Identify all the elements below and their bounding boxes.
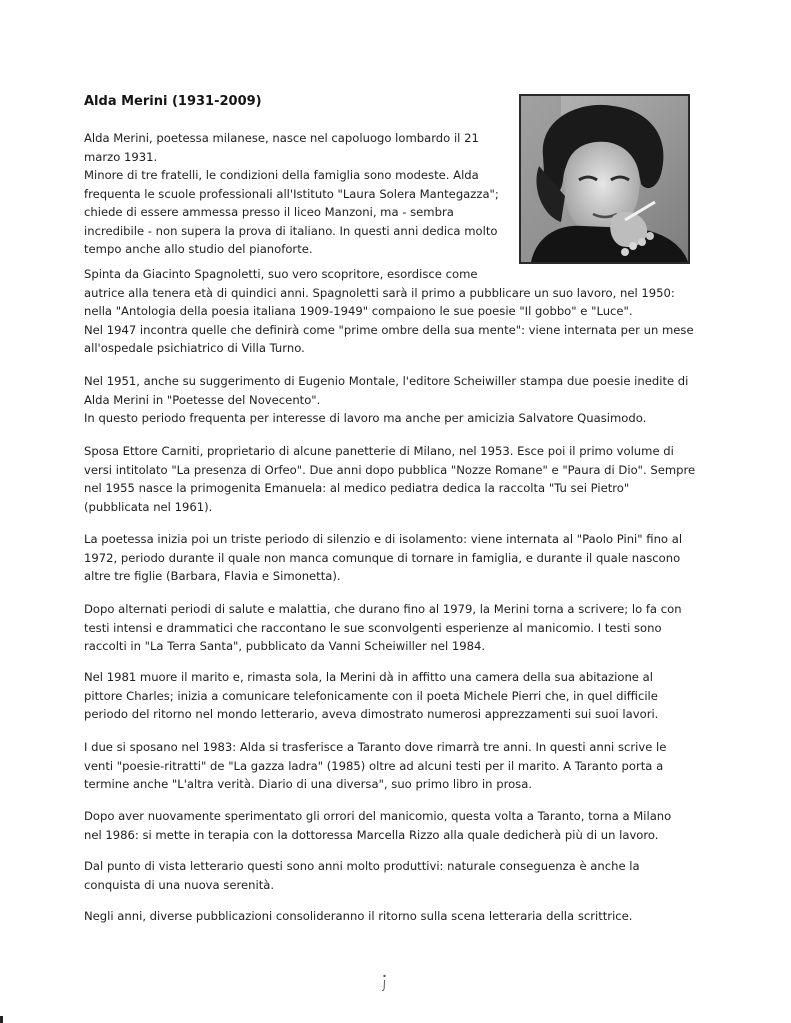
paragraph-4 bbox=[84, 442, 695, 516]
paragraph-11 bbox=[84, 907, 633, 926]
text-line: Spinta da Giacinto Spagnoletti, suo vero scopritore, esordisce come bbox=[84, 267, 478, 281]
text-line: I due si sposano nel 1983: Alda si trasferisce a Taranto dove rimarrà tre anni. In questi anni scrive le bbox=[84, 740, 667, 754]
text-line: termine anche "L'altra verità. Diario di una diversa", suo primo libro in prosa. bbox=[84, 777, 533, 791]
text-line: Dopo alternati periodi di salute e malattia, che durano fino al 1979, la Merini torna a scrivere; lo fa con bbox=[84, 602, 682, 616]
portrait-photo bbox=[519, 94, 690, 264]
text-line: tempo anche allo studio del pianoforte. bbox=[84, 242, 313, 256]
text-line: autrice alla tenera età di quindici anni. Spagnoletti sarà il primo a pubblicare un suo lavoro, nel 1950: bbox=[84, 285, 675, 300]
text-line: Negli anni, diverse pubblicazioni consolideranno il ritorno sulla scena letteraria della scrittrice. bbox=[84, 909, 633, 923]
text-line: Alda Merini, poetessa milanese, nasce nel capoluogo lombardo il 21 bbox=[84, 131, 479, 145]
text-line: raccolti in "La Terra Santa", pubblicato da Vanni Scheiwiller nel 1984. bbox=[84, 639, 486, 653]
text-line: altre tre figlie (Barbara, Flavia e Simonetta). bbox=[84, 569, 341, 583]
paragraph-8 bbox=[84, 738, 666, 794]
text-line: Nel 1951, anche su suggerimento di Eugenio Montale, l'editore Scheiwiller stampa due poesie inedite di bbox=[84, 374, 689, 388]
document-title: Alda Merini (1931-2009) bbox=[84, 94, 262, 109]
paragraph-5 bbox=[84, 530, 682, 586]
portrait-photo-icon bbox=[521, 96, 688, 262]
text-line: all'ospedale psichiatrico di Villa Turno. bbox=[84, 341, 305, 355]
text-line: Sposa Ettore Carniti, proprietario di alcune panetterie di Milano, nel 1953. Esce poi il primo volume di bbox=[84, 444, 674, 458]
text-line: Dal punto di vista letterario questi sono anni molto produttivi: naturale conseguenza è anche la bbox=[84, 859, 640, 873]
text-line: pittore Charles; inizia a comunicare telefonicamente con il poeta Michele Pierri che, in quel difficile bbox=[84, 688, 658, 703]
paragraph-7 bbox=[84, 668, 658, 724]
text-line: (pubblicata nel 1961). bbox=[84, 499, 213, 514]
paragraph-10 bbox=[84, 857, 640, 894]
paragraph-2 bbox=[84, 265, 694, 358]
scan-edge-mark bbox=[0, 1016, 3, 1023]
text-line: Dopo aver nuovamente sperimentato gli orrori del manicomio, questa volta a Taranto, torna a Milano bbox=[84, 809, 672, 823]
text-line: Minore di tre fratelli, le condizioni della famiglia sono modeste. Alda bbox=[84, 168, 479, 182]
text-line: periodo del ritorno nel mondo letterario, aveva dimostrato numerosi apprezzamenti sui suoi lavori. bbox=[84, 707, 659, 721]
text-line: 1972, periodo durante il quale non manca comunque di tornare in famiglia, e durante il quale nascono bbox=[84, 550, 681, 565]
text-line: Alda Merini in "Poetesse del Novecento". bbox=[84, 392, 321, 407]
text-line: incredibile - non supera la prova di italiano. In questi anni dedica molto bbox=[84, 223, 498, 238]
text-line: testi intensi e drammatici che raccontano le sue sconvolgenti esperienze al manicomio. I testi sono bbox=[84, 620, 662, 635]
text-line: nella "Antologia della poesia italiana 1909-1949" compaiono le sue poesie "Il gobbo" e "Luce". bbox=[84, 304, 633, 318]
paragraph-6 bbox=[84, 600, 682, 656]
handwritten-mark-icon bbox=[381, 974, 387, 992]
text-line: versi intitolato "La presenza di Orfeo". Due anni dopo pubblica "Nozze Romane" e "Paura di Dio". Sempre bbox=[84, 462, 696, 477]
text-line: marzo 1931. bbox=[84, 149, 158, 164]
text-line: frequenta le scuole professionali all'Istituto "Laura Solera Mantegazza"; bbox=[84, 186, 499, 201]
text-line: nel 1955 nasce la primogenita Emanuela: al medico pediatra dedica la raccolta "Tu sei Pietro" bbox=[84, 481, 630, 495]
text-line: Nel 1947 incontra quelle che definirà come "prime ombre della sua mente": viene internata per un mese bbox=[84, 322, 694, 337]
text-line: conquista di una nuova serenità. bbox=[84, 877, 275, 892]
paragraph-9 bbox=[84, 807, 671, 844]
text-line: In questo periodo frequenta per interesse di lavoro ma anche per amicizia Salvatore Quasimodo. bbox=[84, 411, 647, 425]
text-line: chiede di essere ammessa presso il liceo Manzoni, ma - sembra bbox=[84, 205, 454, 219]
text-line: La poetessa inizia poi un triste periodo di silenzio e di isolamento: viene internata al "Paolo Pini" fino al bbox=[84, 532, 683, 546]
text-line: venti "poesie-ritratti" de "La gazza ladra" (1985) oltre ad alcuni testi per il marito. A Taranto porta a bbox=[84, 758, 664, 773]
paragraph-3 bbox=[84, 372, 688, 428]
paragraph-1 bbox=[84, 129, 499, 259]
text-line: Nel 1981 muore il marito e, rimasta sola, la Merini dà in affitto una camera della sua abitazione al bbox=[84, 670, 653, 684]
text-line: nel 1986: si mette in terapia con la dottoressa Marcella Rizzo alla quale dedicherà più di un lavoro. bbox=[84, 827, 659, 842]
